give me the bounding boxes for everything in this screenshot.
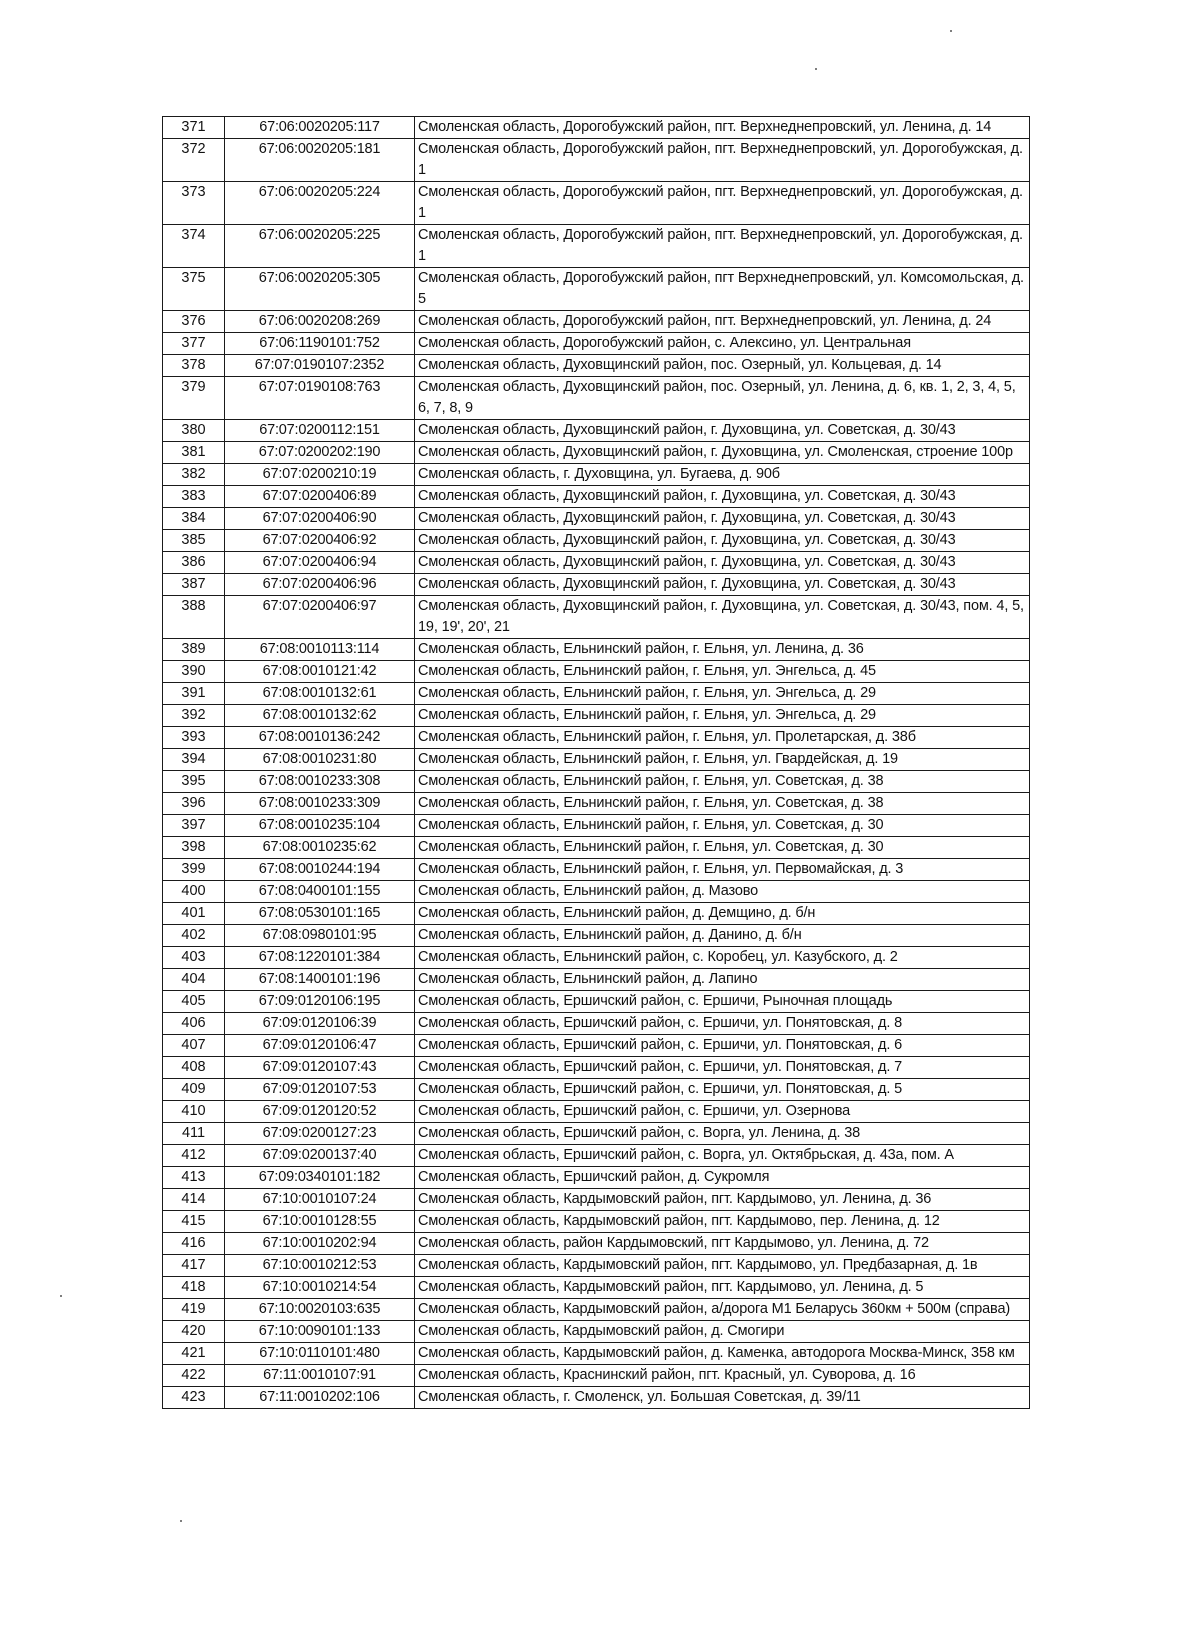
cadastral-number-cell: 67:10:0010202:94 bbox=[225, 1233, 415, 1255]
row-number-cell: 377 bbox=[163, 333, 225, 355]
table-row bbox=[163, 859, 1030, 881]
table-row bbox=[163, 420, 1030, 442]
cadastral-number-cell: 67:06:0020205:305 bbox=[225, 268, 415, 311]
row-number-cell: 407 bbox=[163, 1035, 225, 1057]
row-number-cell: 386 bbox=[163, 552, 225, 574]
cadastral-number-cell: 67:06:0020205:225 bbox=[225, 225, 415, 268]
address-cell: Смоленская область, Дорогобужский район, пгт Верхнеднепровский, ул. Комсомольская, д. 5 bbox=[415, 268, 1030, 311]
address-cell: Смоленская область, Духовщинский район, г. Духовщина, ул. Смоленская, строение 100р bbox=[415, 442, 1030, 464]
address-cell: Смоленская область, Духовщинский район, г. Духовщина, ул. Советская, д. 30/43 bbox=[415, 552, 1030, 574]
address-cell: Смоленская область, Духовщинский район, г. Духовщина, ул. Советская, д. 30/43 bbox=[415, 420, 1030, 442]
cadastral-number-cell: 67:07:0200112:151 bbox=[225, 420, 415, 442]
table-row bbox=[163, 182, 1030, 225]
cadastral-number-cell: 67:10:0020103:635 bbox=[225, 1299, 415, 1321]
address-cell: Смоленская область, Кардымовский район, д. Смогири bbox=[415, 1321, 1030, 1343]
table-row bbox=[163, 1101, 1030, 1123]
address-cell: Смоленская область, Ершичский район, с. Ворга, ул. Октябрьская, д. 43а, пом. А bbox=[415, 1145, 1030, 1167]
cadastral-number-cell: 67:07:0200406:94 bbox=[225, 552, 415, 574]
table-row bbox=[163, 464, 1030, 486]
table-row bbox=[163, 268, 1030, 311]
table-row bbox=[163, 1321, 1030, 1343]
address-cell: Смоленская область, район Кардымовский, пгт Кардымово, ул. Ленина, д. 72 bbox=[415, 1233, 1030, 1255]
address-cell: Смоленская область, Краснинский район, пгт. Красный, ул. Суворова, д. 16 bbox=[415, 1365, 1030, 1387]
table-row bbox=[163, 1123, 1030, 1145]
address-cell: Смоленская область, Кардымовский район, пгт. Кардымово, ул. Предбазарная, д. 1в bbox=[415, 1255, 1030, 1277]
address-cell: Смоленская область, Ершичский район, с. Ершичи, Рыночная площадь bbox=[415, 991, 1030, 1013]
table-row bbox=[163, 903, 1030, 925]
row-number-cell: 411 bbox=[163, 1123, 225, 1145]
address-cell: Смоленская область, Ельнинский район, д. Мазово bbox=[415, 881, 1030, 903]
table-row bbox=[163, 925, 1030, 947]
cadastral-number-cell: 67:07:0200202:190 bbox=[225, 442, 415, 464]
row-number-cell: 423 bbox=[163, 1387, 225, 1409]
row-number-cell: 422 bbox=[163, 1365, 225, 1387]
cadastral-number-cell: 67:10:0010128:55 bbox=[225, 1211, 415, 1233]
row-number-cell: 400 bbox=[163, 881, 225, 903]
cadastral-number-cell: 67:07:0200406:89 bbox=[225, 486, 415, 508]
address-cell: Смоленская область, Кардымовский район, пгт. Кардымово, ул. Ленина, д. 5 bbox=[415, 1277, 1030, 1299]
table-row bbox=[163, 947, 1030, 969]
address-cell: Смоленская область, Ельнинский район, д. Демщино, д. б/н bbox=[415, 903, 1030, 925]
row-number-cell: 380 bbox=[163, 420, 225, 442]
address-cell: Смоленская область, Кардымовский район, а/дорога М1 Беларусь 360км + 500м (справа) bbox=[415, 1299, 1030, 1321]
cadastral-number-cell: 67:07:0200406:96 bbox=[225, 574, 415, 596]
cadastral-number-cell: 67:08:0010235:62 bbox=[225, 837, 415, 859]
cadastral-number-cell: 67:08:0010235:104 bbox=[225, 815, 415, 837]
row-number-cell: 392 bbox=[163, 705, 225, 727]
table-row bbox=[163, 1255, 1030, 1277]
table-row bbox=[163, 1035, 1030, 1057]
property-registry-table bbox=[162, 116, 1030, 1409]
cadastral-number-cell: 67:07:0200406:97 bbox=[225, 596, 415, 639]
row-number-cell: 375 bbox=[163, 268, 225, 311]
address-cell: Смоленская область, Духовщинский район, г. Духовщина, ул. Советская, д. 30/43 bbox=[415, 530, 1030, 552]
row-number-cell: 406 bbox=[163, 1013, 225, 1035]
cadastral-number-cell: 67:07:0200210:19 bbox=[225, 464, 415, 486]
row-number-cell: 374 bbox=[163, 225, 225, 268]
address-cell: Смоленская область, г. Смоленск, ул. Большая Советская, д. 39/11 bbox=[415, 1387, 1030, 1409]
table-row bbox=[163, 1057, 1030, 1079]
table-row bbox=[163, 1343, 1030, 1365]
row-number-cell: 416 bbox=[163, 1233, 225, 1255]
table-row bbox=[163, 1299, 1030, 1321]
cadastral-number-cell: 67:10:0110101:480 bbox=[225, 1343, 415, 1365]
cadastral-number-cell: 67:06:0020205:181 bbox=[225, 139, 415, 182]
address-cell: Смоленская область, Духовщинский район, пос. Озерный, ул. Кольцевая, д. 14 bbox=[415, 355, 1030, 377]
cadastral-number-cell: 67:10:0010212:53 bbox=[225, 1255, 415, 1277]
cadastral-number-cell: 67:08:0010231:80 bbox=[225, 749, 415, 771]
row-number-cell: 384 bbox=[163, 508, 225, 530]
table-row bbox=[163, 117, 1030, 139]
table-row bbox=[163, 815, 1030, 837]
row-number-cell: 381 bbox=[163, 442, 225, 464]
table-row bbox=[163, 311, 1030, 333]
table-row bbox=[163, 639, 1030, 661]
table-row bbox=[163, 837, 1030, 859]
table-row bbox=[163, 552, 1030, 574]
row-number-cell: 399 bbox=[163, 859, 225, 881]
cadastral-number-cell: 67:10:0090101:133 bbox=[225, 1321, 415, 1343]
scan-speck bbox=[950, 30, 952, 32]
address-cell: Смоленская область, Ельнинский район, г. Ельня, ул. Советская, д. 30 bbox=[415, 837, 1030, 859]
row-number-cell: 382 bbox=[163, 464, 225, 486]
table-row bbox=[163, 749, 1030, 771]
cadastral-number-cell: 67:10:0010214:54 bbox=[225, 1277, 415, 1299]
row-number-cell: 412 bbox=[163, 1145, 225, 1167]
cadastral-number-cell: 67:10:0010107:24 bbox=[225, 1189, 415, 1211]
address-cell: Смоленская область, Дорогобужский район, пгт. Верхнеднепровский, ул. Дорогобужская, д. 1 bbox=[415, 182, 1030, 225]
address-cell: Смоленская область, Ельнинский район, г. Ельня, ул. Советская, д. 30 bbox=[415, 815, 1030, 837]
row-number-cell: 394 bbox=[163, 749, 225, 771]
table-row bbox=[163, 881, 1030, 903]
cadastral-number-cell: 67:11:0010107:91 bbox=[225, 1365, 415, 1387]
row-number-cell: 379 bbox=[163, 377, 225, 420]
table-row bbox=[163, 377, 1030, 420]
cadastral-number-cell: 67:09:0120120:52 bbox=[225, 1101, 415, 1123]
table-row bbox=[163, 771, 1030, 793]
row-number-cell: 421 bbox=[163, 1343, 225, 1365]
cadastral-number-cell: 67:06:0020205:224 bbox=[225, 182, 415, 225]
cadastral-number-cell: 67:09:0120106:195 bbox=[225, 991, 415, 1013]
row-number-cell: 413 bbox=[163, 1167, 225, 1189]
cadastral-number-cell: 67:07:0190108:763 bbox=[225, 377, 415, 420]
row-number-cell: 409 bbox=[163, 1079, 225, 1101]
cadastral-number-cell: 67:08:0010132:61 bbox=[225, 683, 415, 705]
table-row bbox=[163, 1079, 1030, 1101]
row-number-cell: 391 bbox=[163, 683, 225, 705]
row-number-cell: 383 bbox=[163, 486, 225, 508]
table-row bbox=[163, 705, 1030, 727]
row-number-cell: 402 bbox=[163, 925, 225, 947]
row-number-cell: 376 bbox=[163, 311, 225, 333]
cadastral-number-cell: 67:09:0120106:47 bbox=[225, 1035, 415, 1057]
table-row bbox=[163, 969, 1030, 991]
table-row bbox=[163, 1365, 1030, 1387]
address-cell: Смоленская область, Кардымовский район, д. Каменка, автодорога Москва-Минск, 358 км bbox=[415, 1343, 1030, 1365]
row-number-cell: 410 bbox=[163, 1101, 225, 1123]
row-number-cell: 393 bbox=[163, 727, 225, 749]
cadastral-number-cell: 67:08:0010121:42 bbox=[225, 661, 415, 683]
table-row bbox=[163, 596, 1030, 639]
cadastral-number-cell: 67:08:0010244:194 bbox=[225, 859, 415, 881]
address-cell: Смоленская область, Ершичский район, с. Ершичи, ул. Понятовская, д. 5 bbox=[415, 1079, 1030, 1101]
cadastral-number-cell: 67:08:0010113:114 bbox=[225, 639, 415, 661]
cadastral-number-cell: 67:08:1220101:384 bbox=[225, 947, 415, 969]
address-cell: Смоленская область, Ельнинский район, г. Ельня, ул. Пролетарская, д. 38б bbox=[415, 727, 1030, 749]
row-number-cell: 373 bbox=[163, 182, 225, 225]
row-number-cell: 418 bbox=[163, 1277, 225, 1299]
cadastral-number-cell: 67:08:0010233:308 bbox=[225, 771, 415, 793]
address-cell: Смоленская область, Дорогобужский район, пгт. Верхнеднепровский, ул. Ленина, д. 14 bbox=[415, 117, 1030, 139]
cadastral-number-cell: 67:08:0530101:165 bbox=[225, 903, 415, 925]
row-number-cell: 395 bbox=[163, 771, 225, 793]
address-cell: Смоленская область, Ельнинский район, г. Ельня, ул. Энгельса, д. 29 bbox=[415, 683, 1030, 705]
address-cell: Смоленская область, Духовщинский район, пос. Озерный, ул. Ленина, д. 6, кв. 1, 2, 3, 4, 5, 6, 7, 8, 9 bbox=[415, 377, 1030, 420]
table-row bbox=[163, 793, 1030, 815]
cadastral-number-cell: 67:09:0200127:23 bbox=[225, 1123, 415, 1145]
table-row bbox=[163, 1189, 1030, 1211]
cadastral-number-cell: 67:07:0200406:90 bbox=[225, 508, 415, 530]
address-cell: Смоленская область, Ельнинский район, г. Ельня, ул. Ленина, д. 36 bbox=[415, 639, 1030, 661]
cadastral-number-cell: 67:09:0200137:40 bbox=[225, 1145, 415, 1167]
table-row bbox=[163, 333, 1030, 355]
address-cell: Смоленская область, Ершичский район, с. Ворга, ул. Ленина, д. 38 bbox=[415, 1123, 1030, 1145]
table-row bbox=[163, 508, 1030, 530]
row-number-cell: 405 bbox=[163, 991, 225, 1013]
table-row bbox=[163, 1013, 1030, 1035]
cadastral-number-cell: 67:09:0120107:43 bbox=[225, 1057, 415, 1079]
address-cell: Смоленская область, Кардымовский район, пгт. Кардымово, пер. Ленина, д. 12 bbox=[415, 1211, 1030, 1233]
row-number-cell: 388 bbox=[163, 596, 225, 639]
row-number-cell: 396 bbox=[163, 793, 225, 815]
cadastral-number-cell: 67:08:1400101:196 bbox=[225, 969, 415, 991]
table-row bbox=[163, 991, 1030, 1013]
table-row bbox=[163, 225, 1030, 268]
row-number-cell: 414 bbox=[163, 1189, 225, 1211]
address-cell: Смоленская область, Ельнинский район, с. Коробец, ул. Казубского, д. 2 bbox=[415, 947, 1030, 969]
table-row bbox=[163, 661, 1030, 683]
row-number-cell: 401 bbox=[163, 903, 225, 925]
address-cell: Смоленская область, Ершичский район, с. Ершичи, ул. Понятовская, д. 8 bbox=[415, 1013, 1030, 1035]
cadastral-number-cell: 67:06:1190101:752 bbox=[225, 333, 415, 355]
address-cell: Смоленская область, Дорогобужский район, с. Алексино, ул. Центральная bbox=[415, 333, 1030, 355]
row-number-cell: 408 bbox=[163, 1057, 225, 1079]
cadastral-number-cell: 67:08:0400101:155 bbox=[225, 881, 415, 903]
cadastral-number-cell: 67:09:0120106:39 bbox=[225, 1013, 415, 1035]
row-number-cell: 390 bbox=[163, 661, 225, 683]
table-row bbox=[163, 1145, 1030, 1167]
address-cell: Смоленская область, Духовщинский район, г. Духовщина, ул. Советская, д. 30/43, пом. 4, 5, 19, 19', 20', 21 bbox=[415, 596, 1030, 639]
table-row bbox=[163, 355, 1030, 377]
row-number-cell: 389 bbox=[163, 639, 225, 661]
address-cell: Смоленская область, Дорогобужский район, пгт. Верхнеднепровский, ул. Дорогобужская, д. 1 bbox=[415, 225, 1030, 268]
table-row bbox=[163, 139, 1030, 182]
table-row bbox=[163, 442, 1030, 464]
table-row bbox=[163, 1167, 1030, 1189]
address-cell: Смоленская область, Ершичский район, д. Сукромля bbox=[415, 1167, 1030, 1189]
address-cell: Смоленская область, Духовщинский район, г. Духовщина, ул. Советская, д. 30/43 bbox=[415, 574, 1030, 596]
table-row bbox=[163, 727, 1030, 749]
row-number-cell: 420 bbox=[163, 1321, 225, 1343]
cadastral-number-cell: 67:11:0010202:106 bbox=[225, 1387, 415, 1409]
address-cell: Смоленская область, Духовщинский район, г. Духовщина, ул. Советская, д. 30/43 bbox=[415, 486, 1030, 508]
address-cell: Смоленская область, Ельнинский район, г. Ельня, ул. Гвардейская, д. 19 bbox=[415, 749, 1030, 771]
row-number-cell: 372 bbox=[163, 139, 225, 182]
row-number-cell: 378 bbox=[163, 355, 225, 377]
row-number-cell: 398 bbox=[163, 837, 225, 859]
row-number-cell: 415 bbox=[163, 1211, 225, 1233]
address-cell: Смоленская область, Ершичский район, с. Ершичи, ул. Озернова bbox=[415, 1101, 1030, 1123]
table-row bbox=[163, 1211, 1030, 1233]
row-number-cell: 417 bbox=[163, 1255, 225, 1277]
cadastral-number-cell: 67:06:0020208:269 bbox=[225, 311, 415, 333]
cadastral-number-cell: 67:09:0120107:53 bbox=[225, 1079, 415, 1101]
row-number-cell: 403 bbox=[163, 947, 225, 969]
address-cell: Смоленская область, Духовщинский район, г. Духовщина, ул. Советская, д. 30/43 bbox=[415, 508, 1030, 530]
cadastral-number-cell: 67:08:0980101:95 bbox=[225, 925, 415, 947]
table-row bbox=[163, 683, 1030, 705]
address-cell: Смоленская область, Ершичский район, с. Ершичи, ул. Понятовская, д. 6 bbox=[415, 1035, 1030, 1057]
table-row bbox=[163, 1233, 1030, 1255]
address-cell: Смоленская область, Кардымовский район, пгт. Кардымово, ул. Ленина, д. 36 bbox=[415, 1189, 1030, 1211]
row-number-cell: 371 bbox=[163, 117, 225, 139]
table-row bbox=[163, 1387, 1030, 1409]
scan-speck bbox=[180, 1520, 182, 1522]
cadastral-number-cell: 67:06:0020205:117 bbox=[225, 117, 415, 139]
table-row bbox=[163, 530, 1030, 552]
cadastral-number-cell: 67:07:0200406:92 bbox=[225, 530, 415, 552]
row-number-cell: 385 bbox=[163, 530, 225, 552]
address-cell: Смоленская область, Ершичский район, с. Ершичи, ул. Понятовская, д. 7 bbox=[415, 1057, 1030, 1079]
registry-body bbox=[163, 117, 1030, 1409]
address-cell: Смоленская область, Ельнинский район, д. Данино, д. б/н bbox=[415, 925, 1030, 947]
cadastral-number-cell: 67:08:0010136:242 bbox=[225, 727, 415, 749]
address-cell: Смоленская область, Ельнинский район, г. Ельня, ул. Энгельса, д. 29 bbox=[415, 705, 1030, 727]
address-cell: Смоленская область, Ельнинский район, г. Ельня, ул. Энгельса, д. 45 bbox=[415, 661, 1030, 683]
address-cell: Смоленская область, Ельнинский район, г. Ельня, ул. Советская, д. 38 bbox=[415, 771, 1030, 793]
row-number-cell: 419 bbox=[163, 1299, 225, 1321]
scan-speck bbox=[815, 68, 817, 70]
cadastral-number-cell: 67:08:0010233:309 bbox=[225, 793, 415, 815]
address-cell: Смоленская область, Дорогобужский район, пгт. Верхнеднепровский, ул. Дорогобужская, д. 1 bbox=[415, 139, 1030, 182]
table-row bbox=[163, 1277, 1030, 1299]
address-cell: Смоленская область, Ельнинский район, д. Лапино bbox=[415, 969, 1030, 991]
address-cell: Смоленская область, Ельнинский район, г. Ельня, ул. Первомайская, д. 3 bbox=[415, 859, 1030, 881]
address-cell: Смоленская область, Ельнинский район, г. Ельня, ул. Советская, д. 38 bbox=[415, 793, 1030, 815]
cadastral-number-cell: 67:07:0190107:2352 bbox=[225, 355, 415, 377]
row-number-cell: 404 bbox=[163, 969, 225, 991]
table-row bbox=[163, 574, 1030, 596]
address-cell: Смоленская область, г. Духовщина, ул. Бугаева, д. 90б bbox=[415, 464, 1030, 486]
row-number-cell: 387 bbox=[163, 574, 225, 596]
scan-speck bbox=[60, 1295, 62, 1297]
table-row bbox=[163, 486, 1030, 508]
address-cell: Смоленская область, Дорогобужский район, пгт. Верхнеднепровский, ул. Ленина, д. 24 bbox=[415, 311, 1030, 333]
row-number-cell: 397 bbox=[163, 815, 225, 837]
cadastral-number-cell: 67:09:0340101:182 bbox=[225, 1167, 415, 1189]
cadastral-number-cell: 67:08:0010132:62 bbox=[225, 705, 415, 727]
